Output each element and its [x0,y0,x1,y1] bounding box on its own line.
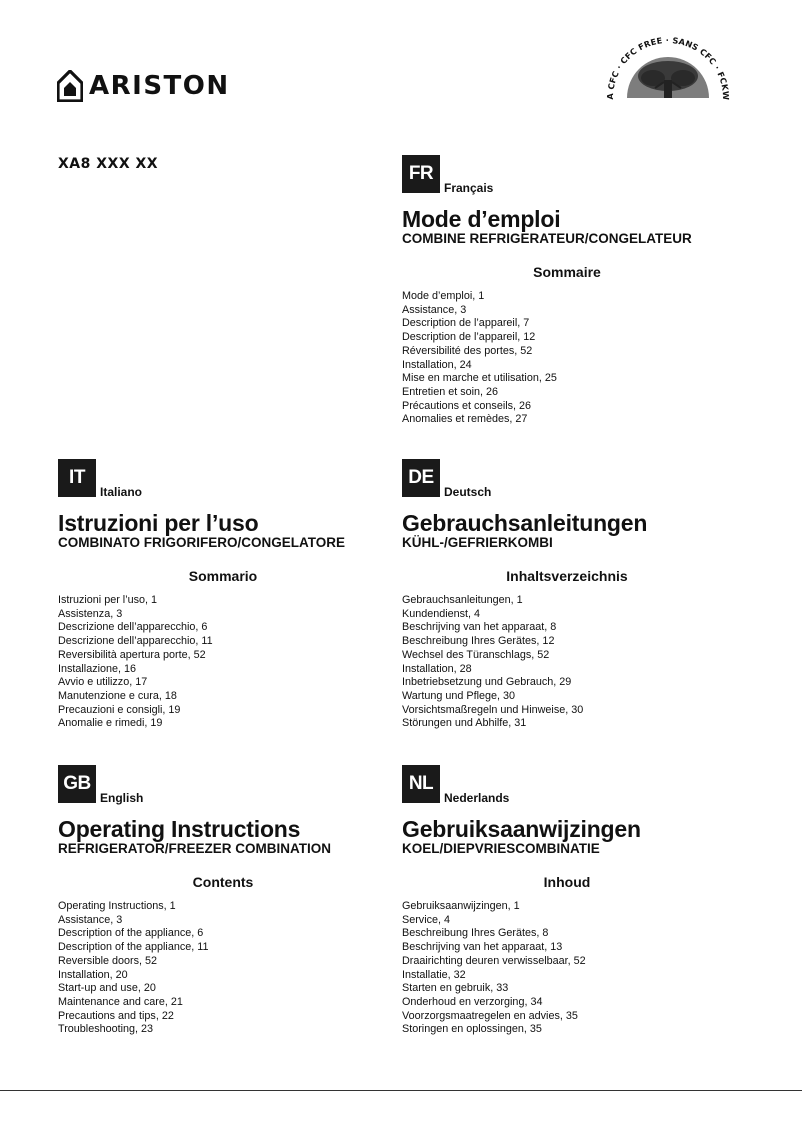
section-title: Istruzioni per l’uso [58,510,259,536]
toc-list [58,900,418,1037]
brand-logo [57,70,230,102]
toc-item: Reversibilità apertura porte, 52 [58,648,206,661]
toc-item: Start-up and use, 20 [58,982,156,995]
toc-heading: Inhaltsverzeichnis [506,568,628,584]
brand-name: ARISTON [89,71,230,101]
toc-item: Beschrijving van het apparaat, 13 [402,941,563,954]
language-badge: FR [402,155,440,193]
toc-item: Starten en gebruik, 33 [402,982,509,995]
toc-item: Description de l’appareil, 12 [402,331,536,344]
toc-heading: Contents [192,874,254,890]
toc-item: Inbetriebsetzung und Gebrauch, 29 [402,676,572,689]
language-badge: IT [58,459,96,497]
language-name: Nederlands [444,791,510,805]
toc-list [58,594,418,731]
toc-item: Storingen en oplossingen, 35 [402,1023,542,1036]
toc-item: Installazione, 16 [58,662,137,675]
seal-text: A CFC · CFC FREE · SANS CFC · FCKW [604,35,732,101]
toc-item: Anomalies et remèdes, 27 [402,413,528,426]
language-name: Deutsch [444,485,492,499]
toc-item: Anomalie e rimedi, 19 [58,717,163,730]
toc-item: Kundendienst, 4 [402,607,481,620]
toc-item: Installatie, 32 [402,968,466,981]
toc-item: Precauzioni e consigli, 19 [58,703,181,716]
toc-item: Descrizione dell’apparecchio, 6 [58,621,208,634]
toc-item: Beschreibung Ihres Gerätes, 8 [402,927,549,940]
section-it [58,459,418,731]
section-title: Gebrauchsanleitungen [402,510,648,536]
toc-item: Service, 4 [402,913,451,926]
language-badge: DE [402,459,440,497]
toc-item: Assistance, 3 [58,913,123,926]
toc-item: Réversibilité des portes, 52 [402,344,533,357]
toc-item: Wartung und Pflege, 30 [402,689,516,702]
toc-item: Maintenance and care, 21 [58,995,183,1008]
language-name: Français [444,181,494,195]
section-subtitle: COMBINE REFRIGERATEUR/CONGELATEUR [402,231,692,246]
toc-item: Mode d’emploi, 1 [402,290,485,302]
toc-heading: Inhoud [543,874,591,890]
section-title: Mode d’emploi [402,206,561,232]
toc-heading: Sommario [188,568,258,584]
toc-item: Précautions et conseils, 26 [402,399,532,412]
toc-list [402,594,762,731]
language-name: Italiano [100,485,143,499]
cfc-free-seal [603,28,733,104]
section-subtitle: KÜHL-/GEFRIERKOMBI [402,535,553,550]
toc-item: Reversible doors, 52 [58,954,158,967]
section-subtitle: REFRIGERATOR/FREEZER COMBINATION [58,841,331,856]
toc-item: Beschrijving van het apparaat, 8 [402,621,557,634]
toc-item: Vorsichtsmaßregeln und Hinweise, 30 [402,703,584,716]
toc-item: Voorzorgsmaatregelen en advies, 35 [402,1009,578,1022]
toc-item: Mise en marche et utilisation, 25 [402,372,557,385]
toc-item: Operating Instructions, 1 [58,900,176,912]
toc-item: Istruzioni per l’uso, 1 [58,594,158,606]
toc-item: Onderhoud en verzorging, 34 [402,995,543,1008]
language-badge: NL [402,765,440,803]
house-icon [57,70,83,102]
toc-item: Draairichting deuren verwisselbaar, 52 [402,954,586,967]
toc-list [402,900,762,1037]
toc-item: Störungen und Abhilfe, 31 [402,717,527,730]
toc-item: Troubleshooting, 23 [58,1023,154,1036]
toc-item: Entretien et soin, 26 [402,385,499,398]
section-de [402,459,762,731]
toc-item: Description of the appliance, 6 [58,927,204,940]
toc-item: Installation, 28 [402,662,472,675]
toc-item: Manutenzione e cura, 18 [58,689,177,702]
toc-item: Description of the appliance, 11 [58,941,209,954]
language-name: English [100,791,144,805]
toc-item: Avvio e utilizzo, 17 [58,676,148,689]
section-fr [402,155,762,427]
toc-list [402,290,762,427]
footer-divider [0,1090,802,1091]
section-gb [58,765,418,1037]
toc-item: Beschreibung Ihres Gerätes, 12 [402,635,555,648]
toc-item: Assistance, 3 [402,303,467,316]
section-title: Gebruiksaanwijzingen [402,816,641,842]
language-badge: GB [58,765,96,803]
toc-heading: Sommaire [533,264,601,280]
section-nl [402,765,762,1037]
toc-item: Gebruiksaanwijzingen, 1 [402,900,520,912]
toc-item: Precautions and tips, 22 [58,1009,174,1022]
toc-item: Description de l’appareil, 7 [402,317,530,330]
toc-item: Assistenza, 3 [58,607,123,620]
toc-item: Descrizione dell’apparecchio, 11 [58,635,213,648]
model-number: XA8 XXX XX [58,156,159,172]
toc-item: Gebrauchsanleitungen, 1 [402,594,523,606]
toc-item: Installation, 24 [402,358,472,371]
section-subtitle: KOEL/DIEPVRIESCOMBINATIE [402,841,600,856]
toc-item: Wechsel des Türanschlags, 52 [402,648,550,661]
toc-item: Installation, 20 [58,968,128,981]
section-title: Operating Instructions [58,816,301,842]
section-subtitle: COMBINATO FRIGORIFERO/CONGELATORE [58,535,346,550]
